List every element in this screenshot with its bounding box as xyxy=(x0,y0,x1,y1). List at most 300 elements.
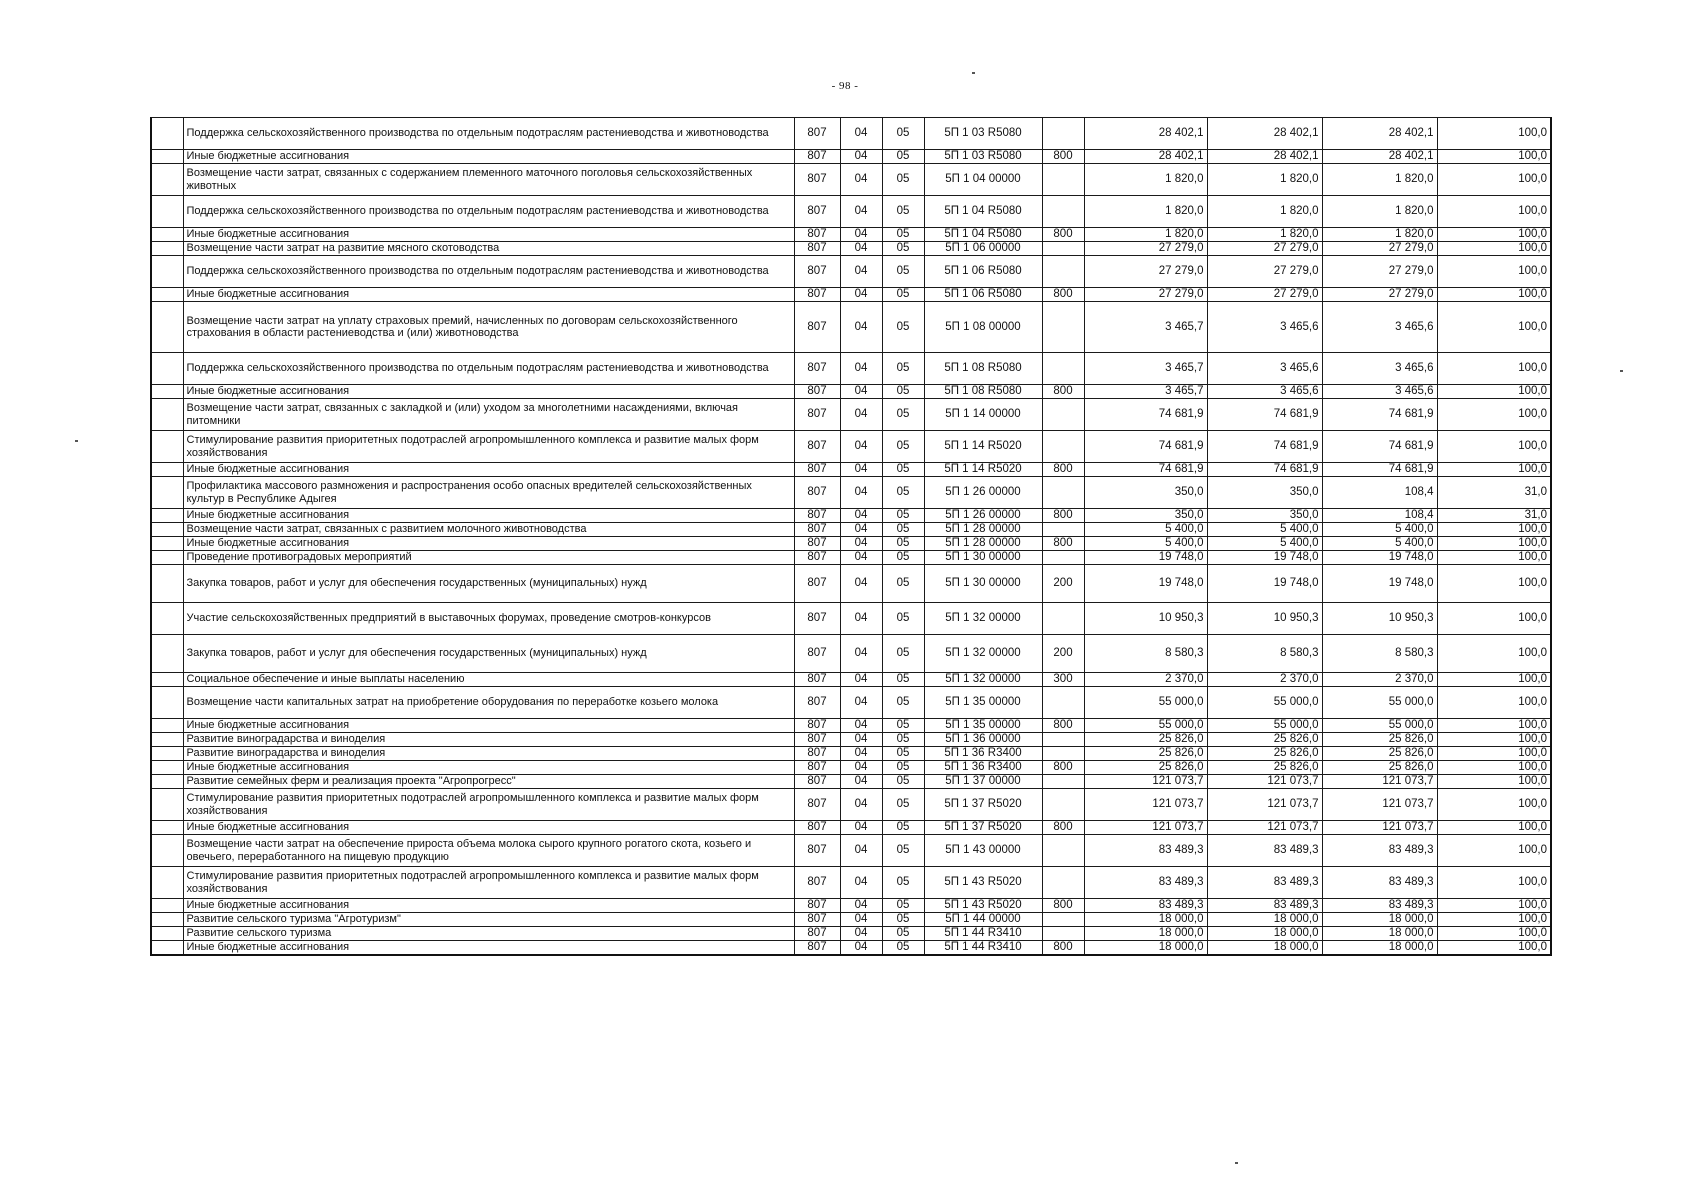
cell-admin-code: 807 xyxy=(794,719,840,733)
cell-expense-type: 800 xyxy=(1042,899,1084,913)
table-row xyxy=(151,835,1551,867)
table-row xyxy=(151,761,1551,775)
cell-percent: 100,0 xyxy=(1437,673,1551,687)
cell-plan: 5 400,0 xyxy=(1084,537,1207,551)
cell-executed: 108,4 xyxy=(1322,509,1437,523)
cell-name: Иные бюджетные ассигнования xyxy=(183,463,794,477)
cell-plan: 74 681,9 xyxy=(1084,463,1207,477)
cell-executed: 28 402,1 xyxy=(1322,118,1437,150)
cell-executed: 8 580,3 xyxy=(1322,635,1437,673)
cell-name: Развитие виноградарства и виноделия xyxy=(183,733,794,747)
cell-percent: 100,0 xyxy=(1437,687,1551,719)
cell-index xyxy=(151,399,183,431)
table-row xyxy=(151,256,1551,288)
cell-admin-code: 807 xyxy=(794,256,840,288)
table-row xyxy=(151,565,1551,603)
cell-subsection: 05 xyxy=(882,431,924,463)
cell-admin-code: 807 xyxy=(794,288,840,302)
cell-percent: 100,0 xyxy=(1437,941,1551,956)
cell-name: Поддержка сельскохозяйственного производства по отдельным подотраслям растениеводства и животноводства xyxy=(183,256,794,288)
cell-plan: 19 748,0 xyxy=(1084,551,1207,565)
cell-index xyxy=(151,551,183,565)
cell-target-code: 5П 1 08 R5080 xyxy=(924,385,1042,399)
cell-refined-plan: 350,0 xyxy=(1207,509,1322,523)
cell-target-code: 5П 1 03 R5080 xyxy=(924,118,1042,150)
cell-executed: 1 820,0 xyxy=(1322,228,1437,242)
cell-expense-type: 800 xyxy=(1042,537,1084,551)
cell-expense-type xyxy=(1042,747,1084,761)
cell-percent: 100,0 xyxy=(1437,761,1551,775)
cell-section: 04 xyxy=(840,463,882,477)
table-body xyxy=(151,118,1551,956)
cell-plan: 18 000,0 xyxy=(1084,927,1207,941)
cell-index xyxy=(151,719,183,733)
cell-admin-code: 807 xyxy=(794,477,840,509)
cell-target-code: 5П 1 30 00000 xyxy=(924,551,1042,565)
cell-refined-plan: 1 820,0 xyxy=(1207,228,1322,242)
cell-admin-code: 807 xyxy=(794,835,840,867)
table-row xyxy=(151,302,1551,353)
table-row xyxy=(151,431,1551,463)
cell-section: 04 xyxy=(840,118,882,150)
table-row xyxy=(151,477,1551,509)
cell-executed: 27 279,0 xyxy=(1322,256,1437,288)
cell-expense-type: 800 xyxy=(1042,509,1084,523)
cell-plan: 3 465,7 xyxy=(1084,385,1207,399)
cell-index xyxy=(151,164,183,196)
table-row xyxy=(151,867,1551,899)
cell-section: 04 xyxy=(840,719,882,733)
cell-expense-type: 800 xyxy=(1042,228,1084,242)
cell-name: Поддержка сельскохозяйственного производства по отдельным подотраслям растениеводства и животноводства xyxy=(183,196,794,228)
cell-index xyxy=(151,821,183,835)
cell-target-code: 5П 1 32 00000 xyxy=(924,673,1042,687)
scan-speck xyxy=(1620,370,1623,372)
cell-name: Поддержка сельскохозяйственного производства по отдельным подотраслям растениеводства и животноводства xyxy=(183,118,794,150)
scan-speck xyxy=(75,440,78,442)
cell-refined-plan: 1 820,0 xyxy=(1207,196,1322,228)
cell-admin-code: 807 xyxy=(794,385,840,399)
cell-index xyxy=(151,835,183,867)
cell-target-code: 5П 1 37 00000 xyxy=(924,775,1042,789)
cell-percent: 100,0 xyxy=(1437,523,1551,537)
cell-name: Возмещение части затрат, связанных с содержанием племенного маточного поголовья сельскохозяйственных животных xyxy=(183,164,794,196)
cell-expense-type xyxy=(1042,431,1084,463)
cell-executed: 10 950,3 xyxy=(1322,603,1437,635)
cell-subsection: 05 xyxy=(882,603,924,635)
cell-percent: 100,0 xyxy=(1437,463,1551,477)
cell-refined-plan: 121 073,7 xyxy=(1207,775,1322,789)
cell-percent: 100,0 xyxy=(1437,719,1551,733)
cell-executed: 18 000,0 xyxy=(1322,941,1437,956)
cell-section: 04 xyxy=(840,687,882,719)
cell-refined-plan: 83 489,3 xyxy=(1207,867,1322,899)
cell-section: 04 xyxy=(840,150,882,164)
table-row xyxy=(151,747,1551,761)
cell-percent: 100,0 xyxy=(1437,913,1551,927)
cell-index xyxy=(151,927,183,941)
cell-section: 04 xyxy=(840,565,882,603)
cell-index xyxy=(151,635,183,673)
cell-target-code: 5П 1 32 00000 xyxy=(924,635,1042,673)
cell-refined-plan: 3 465,6 xyxy=(1207,302,1322,353)
cell-admin-code: 807 xyxy=(794,551,840,565)
cell-section: 04 xyxy=(840,164,882,196)
cell-plan: 28 402,1 xyxy=(1084,150,1207,164)
cell-name: Возмещение части затрат, связанных с закладкой и (или) уходом за многолетними насаждениями, включая питомники xyxy=(183,399,794,431)
cell-subsection: 05 xyxy=(882,150,924,164)
cell-expense-type xyxy=(1042,477,1084,509)
cell-refined-plan: 28 402,1 xyxy=(1207,150,1322,164)
cell-subsection: 05 xyxy=(882,302,924,353)
cell-admin-code: 807 xyxy=(794,565,840,603)
table-row xyxy=(151,242,1551,256)
cell-target-code: 5П 1 08 00000 xyxy=(924,302,1042,353)
cell-expense-type xyxy=(1042,399,1084,431)
cell-target-code: 5П 1 26 00000 xyxy=(924,509,1042,523)
cell-section: 04 xyxy=(840,761,882,775)
cell-target-code: 5П 1 14 R5020 xyxy=(924,431,1042,463)
table-row xyxy=(151,509,1551,523)
cell-admin-code: 807 xyxy=(794,687,840,719)
cell-percent: 100,0 xyxy=(1437,242,1551,256)
cell-subsection: 05 xyxy=(882,118,924,150)
cell-plan: 350,0 xyxy=(1084,477,1207,509)
cell-admin-code: 807 xyxy=(794,913,840,927)
cell-executed: 3 465,6 xyxy=(1322,385,1437,399)
cell-section: 04 xyxy=(840,775,882,789)
cell-executed: 121 073,7 xyxy=(1322,775,1437,789)
cell-expense-type xyxy=(1042,302,1084,353)
cell-index xyxy=(151,733,183,747)
cell-executed: 74 681,9 xyxy=(1322,463,1437,477)
cell-expense-type xyxy=(1042,927,1084,941)
cell-refined-plan: 27 279,0 xyxy=(1207,256,1322,288)
cell-admin-code: 807 xyxy=(794,941,840,956)
cell-percent: 100,0 xyxy=(1437,164,1551,196)
cell-index xyxy=(151,196,183,228)
cell-expense-type xyxy=(1042,687,1084,719)
table-row xyxy=(151,635,1551,673)
cell-name: Участие сельскохозяйственных предприятий в выставочных форумах, проведение смотров-конкурсов xyxy=(183,603,794,635)
cell-target-code: 5П 1 28 00000 xyxy=(924,523,1042,537)
cell-target-code: 5П 1 44 R3410 xyxy=(924,941,1042,956)
cell-refined-plan: 5 400,0 xyxy=(1207,523,1322,537)
cell-target-code: 5П 1 36 R3400 xyxy=(924,747,1042,761)
table-row xyxy=(151,196,1551,228)
cell-percent: 100,0 xyxy=(1437,353,1551,385)
cell-plan: 121 073,7 xyxy=(1084,821,1207,835)
cell-percent: 100,0 xyxy=(1437,385,1551,399)
cell-percent: 100,0 xyxy=(1437,256,1551,288)
cell-admin-code: 807 xyxy=(794,635,840,673)
table-row xyxy=(151,821,1551,835)
cell-plan: 1 820,0 xyxy=(1084,228,1207,242)
cell-admin-code: 807 xyxy=(794,463,840,477)
cell-executed: 55 000,0 xyxy=(1322,719,1437,733)
cell-expense-type: 300 xyxy=(1042,673,1084,687)
cell-subsection: 05 xyxy=(882,747,924,761)
cell-index xyxy=(151,747,183,761)
cell-executed: 25 826,0 xyxy=(1322,761,1437,775)
cell-expense-type xyxy=(1042,196,1084,228)
cell-percent: 100,0 xyxy=(1437,899,1551,913)
cell-subsection: 05 xyxy=(882,835,924,867)
cell-executed: 121 073,7 xyxy=(1322,789,1437,821)
cell-target-code: 5П 1 36 00000 xyxy=(924,733,1042,747)
cell-plan: 27 279,0 xyxy=(1084,256,1207,288)
cell-name: Иные бюджетные ассигнования xyxy=(183,719,794,733)
cell-target-code: 5П 1 08 R5080 xyxy=(924,353,1042,385)
cell-subsection: 05 xyxy=(882,673,924,687)
cell-subsection: 05 xyxy=(882,537,924,551)
cell-subsection: 05 xyxy=(882,551,924,565)
table-row xyxy=(151,775,1551,789)
cell-target-code: 5П 1 04 R5080 xyxy=(924,196,1042,228)
cell-executed: 25 826,0 xyxy=(1322,747,1437,761)
cell-index xyxy=(151,242,183,256)
cell-name: Проведение противоградовых мероприятий xyxy=(183,551,794,565)
cell-plan: 55 000,0 xyxy=(1084,719,1207,733)
cell-executed: 19 748,0 xyxy=(1322,551,1437,565)
cell-section: 04 xyxy=(840,835,882,867)
cell-section: 04 xyxy=(840,537,882,551)
cell-name: Иные бюджетные ассигнования xyxy=(183,537,794,551)
cell-percent: 100,0 xyxy=(1437,775,1551,789)
cell-section: 04 xyxy=(840,256,882,288)
cell-index xyxy=(151,775,183,789)
cell-subsection: 05 xyxy=(882,635,924,673)
cell-executed: 108,4 xyxy=(1322,477,1437,509)
cell-section: 04 xyxy=(840,821,882,835)
cell-admin-code: 807 xyxy=(794,761,840,775)
cell-expense-type: 800 xyxy=(1042,463,1084,477)
cell-section: 04 xyxy=(840,399,882,431)
cell-section: 04 xyxy=(840,196,882,228)
cell-executed: 74 681,9 xyxy=(1322,431,1437,463)
cell-target-code: 5П 1 06 R5080 xyxy=(924,256,1042,288)
cell-name: Иные бюджетные ассигнования xyxy=(183,385,794,399)
cell-plan: 55 000,0 xyxy=(1084,687,1207,719)
cell-executed: 25 826,0 xyxy=(1322,733,1437,747)
cell-index xyxy=(151,523,183,537)
cell-target-code: 5П 1 26 00000 xyxy=(924,477,1042,509)
cell-target-code: 5П 1 32 00000 xyxy=(924,603,1042,635)
cell-index xyxy=(151,150,183,164)
cell-target-code: 5П 1 28 00000 xyxy=(924,537,1042,551)
cell-subsection: 05 xyxy=(882,927,924,941)
cell-expense-type xyxy=(1042,775,1084,789)
cell-refined-plan: 27 279,0 xyxy=(1207,288,1322,302)
cell-executed: 1 820,0 xyxy=(1322,164,1437,196)
cell-executed: 83 489,3 xyxy=(1322,835,1437,867)
cell-expense-type xyxy=(1042,164,1084,196)
cell-refined-plan: 10 950,3 xyxy=(1207,603,1322,635)
cell-expense-type xyxy=(1042,603,1084,635)
cell-executed: 28 402,1 xyxy=(1322,150,1437,164)
cell-index xyxy=(151,477,183,509)
cell-subsection: 05 xyxy=(882,399,924,431)
cell-admin-code: 807 xyxy=(794,509,840,523)
cell-subsection: 05 xyxy=(882,509,924,523)
cell-target-code: 5П 1 43 R5020 xyxy=(924,867,1042,899)
cell-admin-code: 807 xyxy=(794,196,840,228)
cell-index xyxy=(151,941,183,956)
cell-section: 04 xyxy=(840,551,882,565)
cell-percent: 100,0 xyxy=(1437,537,1551,551)
cell-index xyxy=(151,509,183,523)
cell-plan: 74 681,9 xyxy=(1084,431,1207,463)
cell-name: Стимулирование развития приоритетных подотраслей агропромышленного комплекса и развитие малых форм хозяйствования xyxy=(183,789,794,821)
cell-subsection: 05 xyxy=(882,228,924,242)
scan-speck xyxy=(1235,1162,1238,1164)
cell-section: 04 xyxy=(840,288,882,302)
cell-admin-code: 807 xyxy=(794,353,840,385)
cell-name: Поддержка сельскохозяйственного производства по отдельным подотраслям растениеводства и животноводства xyxy=(183,353,794,385)
cell-name: Закупка товаров, работ и услуг для обеспечения государственных (муниципальных) нужд xyxy=(183,565,794,603)
cell-name: Иные бюджетные ассигнования xyxy=(183,228,794,242)
cell-subsection: 05 xyxy=(882,565,924,603)
cell-index xyxy=(151,913,183,927)
cell-percent: 100,0 xyxy=(1437,431,1551,463)
cell-name: Иные бюджетные ассигнования xyxy=(183,941,794,956)
cell-index xyxy=(151,256,183,288)
cell-admin-code: 807 xyxy=(794,789,840,821)
cell-expense-type: 800 xyxy=(1042,941,1084,956)
cell-target-code: 5П 1 04 00000 xyxy=(924,164,1042,196)
table-row xyxy=(151,789,1551,821)
cell-index xyxy=(151,565,183,603)
cell-refined-plan: 25 826,0 xyxy=(1207,761,1322,775)
cell-percent: 100,0 xyxy=(1437,789,1551,821)
cell-subsection: 05 xyxy=(882,256,924,288)
cell-admin-code: 807 xyxy=(794,867,840,899)
cell-expense-type xyxy=(1042,733,1084,747)
table-row xyxy=(151,687,1551,719)
cell-target-code: 5П 1 35 00000 xyxy=(924,687,1042,719)
cell-index xyxy=(151,867,183,899)
cell-name: Закупка товаров, работ и услуг для обеспечения государственных (муниципальных) нужд xyxy=(183,635,794,673)
cell-section: 04 xyxy=(840,523,882,537)
cell-admin-code: 807 xyxy=(794,775,840,789)
cell-expense-type: 800 xyxy=(1042,150,1084,164)
cell-name: Иные бюджетные ассигнования xyxy=(183,150,794,164)
cell-percent: 100,0 xyxy=(1437,733,1551,747)
cell-plan: 83 489,3 xyxy=(1084,899,1207,913)
cell-subsection: 05 xyxy=(882,523,924,537)
cell-subsection: 05 xyxy=(882,789,924,821)
cell-target-code: 5П 1 43 R5020 xyxy=(924,899,1042,913)
cell-admin-code: 807 xyxy=(794,821,840,835)
cell-admin-code: 807 xyxy=(794,899,840,913)
cell-plan: 3 465,7 xyxy=(1084,353,1207,385)
cell-refined-plan: 5 400,0 xyxy=(1207,537,1322,551)
table-row xyxy=(151,288,1551,302)
table-row xyxy=(151,385,1551,399)
cell-name: Иные бюджетные ассигнования xyxy=(183,821,794,835)
cell-plan: 350,0 xyxy=(1084,509,1207,523)
cell-subsection: 05 xyxy=(882,353,924,385)
cell-admin-code: 807 xyxy=(794,603,840,635)
cell-executed: 27 279,0 xyxy=(1322,242,1437,256)
cell-admin-code: 807 xyxy=(794,302,840,353)
cell-index xyxy=(151,899,183,913)
table-row xyxy=(151,733,1551,747)
cell-percent: 100,0 xyxy=(1437,399,1551,431)
cell-name: Иные бюджетные ассигнования xyxy=(183,899,794,913)
cell-percent: 100,0 xyxy=(1437,150,1551,164)
cell-plan: 25 826,0 xyxy=(1084,761,1207,775)
cell-refined-plan: 28 402,1 xyxy=(1207,118,1322,150)
cell-percent: 100,0 xyxy=(1437,635,1551,673)
cell-section: 04 xyxy=(840,242,882,256)
cell-admin-code: 807 xyxy=(794,150,840,164)
cell-executed: 55 000,0 xyxy=(1322,687,1437,719)
table-row xyxy=(151,673,1551,687)
cell-name: Стимулирование развития приоритетных подотраслей агропромышленного комплекса и развитие малых форм хозяйствования xyxy=(183,431,794,463)
cell-refined-plan: 27 279,0 xyxy=(1207,242,1322,256)
cell-subsection: 05 xyxy=(882,821,924,835)
cell-section: 04 xyxy=(840,302,882,353)
cell-refined-plan: 55 000,0 xyxy=(1207,719,1322,733)
cell-plan: 27 279,0 xyxy=(1084,242,1207,256)
cell-percent: 100,0 xyxy=(1437,821,1551,835)
table-row xyxy=(151,164,1551,196)
cell-name: Возмещение части затрат на обеспечение прироста объема молока сырого крупного рогатого скота, козьего и овечьего, переработанного на пищевую продукцию xyxy=(183,835,794,867)
budget-table xyxy=(150,117,1552,956)
cell-refined-plan: 83 489,3 xyxy=(1207,835,1322,867)
cell-expense-type xyxy=(1042,913,1084,927)
cell-refined-plan: 25 826,0 xyxy=(1207,747,1322,761)
cell-admin-code: 807 xyxy=(794,537,840,551)
cell-name: Профилактика массового размножения и распространения особо опасных вредителей сельскохозяйственных культур в Республике Адыгея xyxy=(183,477,794,509)
cell-index xyxy=(151,288,183,302)
table-row xyxy=(151,603,1551,635)
cell-section: 04 xyxy=(840,789,882,821)
cell-refined-plan: 121 073,7 xyxy=(1207,821,1322,835)
table-row xyxy=(151,913,1551,927)
cell-percent: 31,0 xyxy=(1437,509,1551,523)
cell-name: Иные бюджетные ассигнования xyxy=(183,288,794,302)
cell-section: 04 xyxy=(840,353,882,385)
cell-refined-plan: 74 681,9 xyxy=(1207,399,1322,431)
table-row xyxy=(151,927,1551,941)
cell-percent: 100,0 xyxy=(1437,118,1551,150)
cell-index xyxy=(151,463,183,477)
cell-plan: 25 826,0 xyxy=(1084,747,1207,761)
cell-refined-plan: 1 820,0 xyxy=(1207,164,1322,196)
cell-admin-code: 807 xyxy=(794,747,840,761)
cell-subsection: 05 xyxy=(882,941,924,956)
cell-percent: 100,0 xyxy=(1437,603,1551,635)
cell-plan: 121 073,7 xyxy=(1084,789,1207,821)
table-row xyxy=(151,353,1551,385)
cell-expense-type: 800 xyxy=(1042,821,1084,835)
cell-plan: 8 580,3 xyxy=(1084,635,1207,673)
cell-executed: 1 820,0 xyxy=(1322,196,1437,228)
cell-section: 04 xyxy=(840,385,882,399)
cell-subsection: 05 xyxy=(882,463,924,477)
table-row xyxy=(151,941,1551,956)
cell-target-code: 5П 1 06 00000 xyxy=(924,242,1042,256)
cell-plan: 3 465,7 xyxy=(1084,302,1207,353)
cell-executed: 18 000,0 xyxy=(1322,927,1437,941)
cell-section: 04 xyxy=(840,899,882,913)
cell-refined-plan: 350,0 xyxy=(1207,477,1322,509)
cell-section: 04 xyxy=(840,747,882,761)
cell-plan: 1 820,0 xyxy=(1084,196,1207,228)
cell-executed: 19 748,0 xyxy=(1322,565,1437,603)
